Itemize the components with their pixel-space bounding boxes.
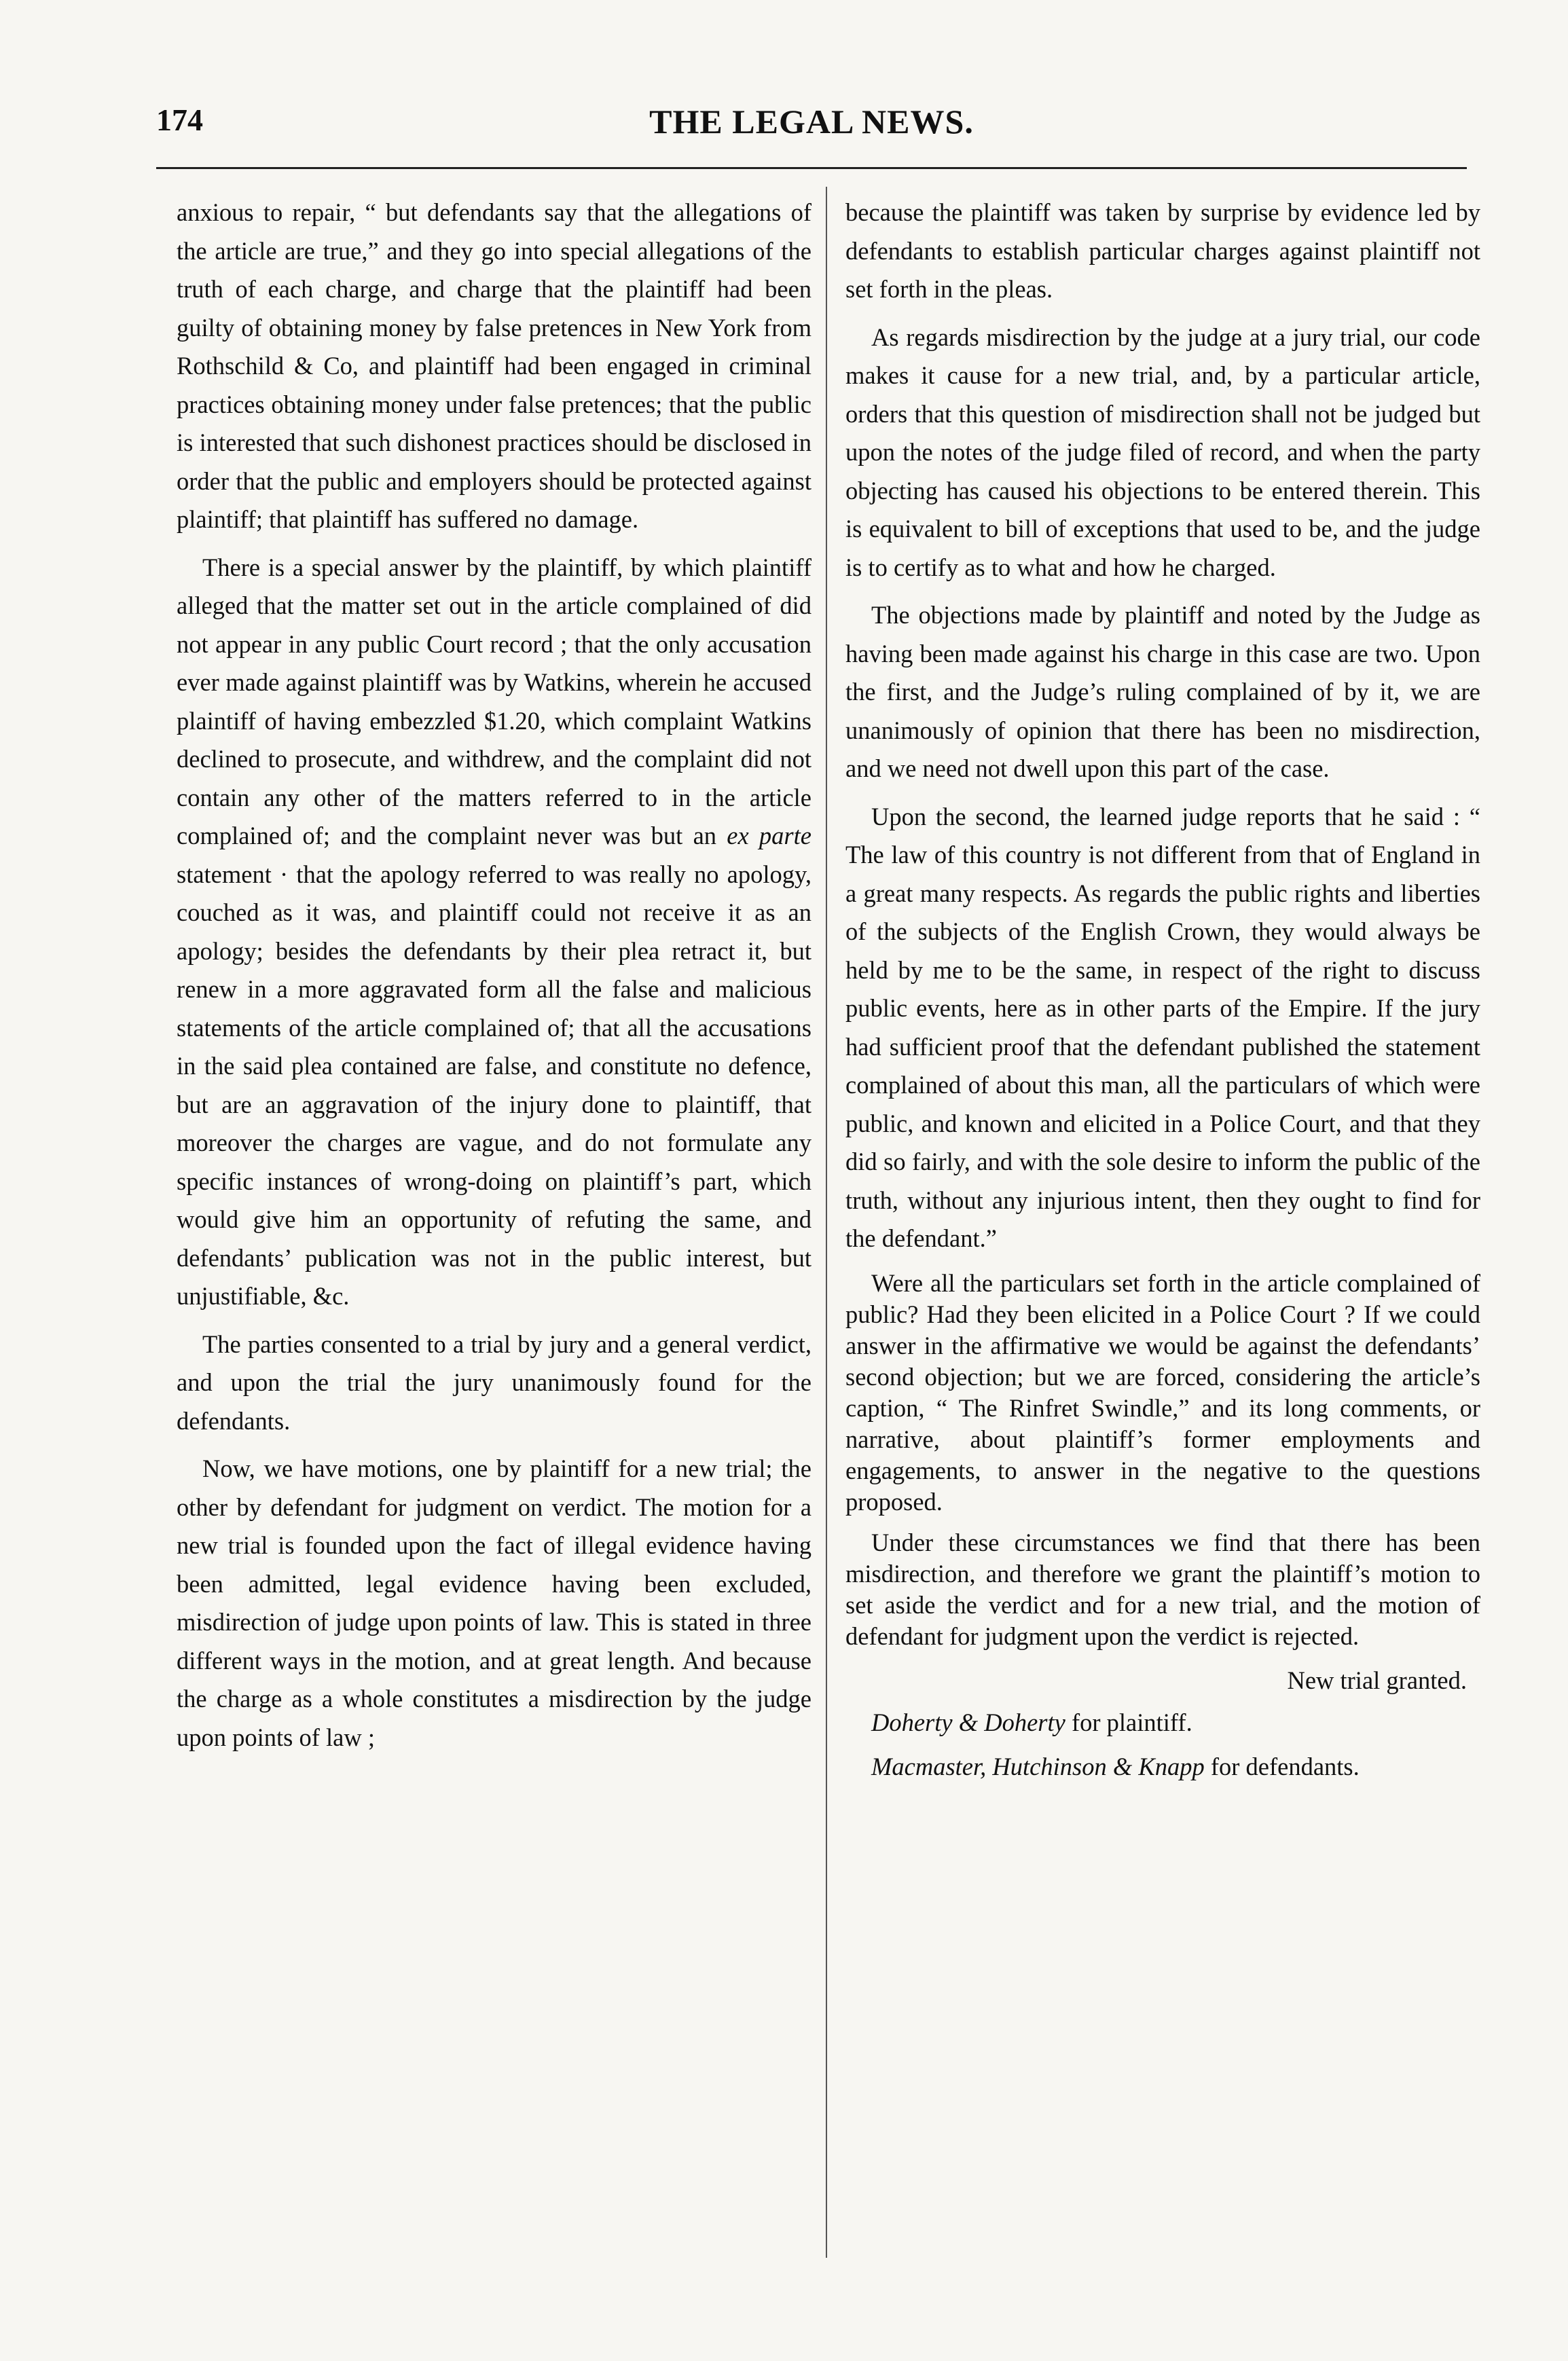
header-rule: [156, 167, 1467, 169]
counsel-role: for plaintiff.: [1065, 1708, 1192, 1736]
page-number: 174: [156, 103, 203, 137]
counsel-plaintiff: [845, 1704, 1480, 1742]
column-divider: [826, 187, 827, 2258]
counsel-name: Macmaster, Hutchinson & Knapp: [871, 1752, 1205, 1780]
counsel-role: for defendants.: [1204, 1752, 1360, 1780]
paragraph: because the plaintiff was taken by surprise by evidence led by defendants to establish particular charges against plaintiff not set forth in the pleas.: [845, 198, 1480, 303]
counsel-defendants: [845, 1748, 1480, 1787]
journal-title: THE LEGAL NEWS.: [649, 103, 974, 141]
paragraph: Upon the second, the learned judge reports that he said : “ The law of this country is not different from that of England in a great many respects. As regards the public rights and liberties of the subjects of the English Crown, they would always be held by me to be the same, in respect of the right to discuss public events, here as in other parts of the Empire. If the jury had sufficient proof that the defendant published the statement complained of about this man, all the particulars of which were public, and known and elicited in a Police Court, and that they did so fairly, and with the sole desire to inform the public of the truth, without any injurious intent, then they ought to find for the defendant.”: [845, 802, 1480, 1252]
paragraph: Under these circumstances we find that there has been misdirection, and therefore we grant the plaintiff’s motion to set aside the verdict and for a new trial, and the motion of defendant for judgment upon the verdict is rejected.: [845, 1528, 1480, 1650]
paragraph: Were all the particulars set forth in the article complained of public? Had they been elicited in a Police Court ? If we could answer in the affirmative we would be against the defendants’ second objection; but we are forced, considering the article’s caption, “ The Rinfret Swindle,” and its long comments, or narrative, about plaintiff’s former employments and engagements, to answer in the negative to the questions proposed.: [845, 1268, 1480, 1516]
counsel-name: Doherty & Doherty: [871, 1708, 1065, 1736]
verdict-line: New trial granted.: [1287, 1666, 1467, 1694]
paragraph: As regards misdirection by the judge at a jury trial, our code makes it cause for a new trial, and, by a particular article, orders that this question of misdirection shall not be judged but upon the notes of the judge filed of record, and when the party objecting has caused his objections to be entered therein. This is equivalent to bill of exceptions that used to be, and the judge is to certify as to what and how he charged.: [845, 323, 1480, 581]
paragraph: [177, 549, 812, 1316]
paragraph: The parties consented to a trial by jury and a general verdict, and upon the trial the jury unanimously found for the defendants.: [177, 1330, 812, 1435]
paragraph: Now, we have motions, one by plaintiff for a new trial; the other by defendant for judgment on verdict. The motion for a new trial is founded upon the fact of illegal evidence having been admitted, legal evidence having been excluded, misdirection of judge upon points of law. This is stated in three different ways in the motion, and at great length. And because the charge as a whole constitutes a misdirection by the judge upon points of law ;: [177, 1454, 812, 1751]
left-column: [177, 194, 812, 2231]
paragraph-text: There is a special answer by the plaintiff, by which plaintiff alleged that the matter set out in the article complained of did not appear in any public Court record ; that the only accusation ever made against plaintiff was by Watkins, wherein he accused plaintiff of having embezzled $1.20, which complaint Watkins declined to prosecute, and withdrew, and the complaint did not contain any other of the matters referred to in the article complained of; and the complaint never was but an: [177, 553, 812, 849]
paragraph: anxious to repair, “ but defendants say that the allegations of the article are true,” and they go into special allegations of the truth of each charge, and charge that the plaintiff had been guilty of obtaining money by false pretences in New York from Rothschild & Co, and plaintiff had been engaged in criminal practices obtaining money under false pretences; that the public is interested that such dishonest practices should be disclosed in order that the public and employers should be protected against plaintiff; that plaintiff has suffered no damage.: [177, 198, 812, 533]
paragraph: The objections made by plaintiff and noted by the Judge as having been made against his charge in this case are two. Upon the first, and the Judge’s ruling complained of by it, we are unanimously of opinion that there has been no misdirection, and we need not dwell upon this part of the case.: [845, 601, 1480, 782]
page-header: [156, 102, 1467, 163]
italic-term: ex parte: [727, 822, 812, 849]
right-column: [845, 194, 1480, 2231]
paragraph-text: statement · that the apology referred to was really no apology, couched as it was, and plaintiff could not receive it as an apology; besides the defendants by their plea retract it, but renew in a more aggravated form all the false and malicious statements of the article complained of; that all the accusations in the said plea contained are false, and constitute no defence, but are an aggravation of the injury done to plaintiff, that moreover the charges are vague, and do not formulate any specific instances of wrong-doing on plaintiff’s part, which would give him an opportunity of refuting the same, and defendants’ publication was not in the public interest, but unjustifiable, &c.: [177, 860, 812, 1310]
